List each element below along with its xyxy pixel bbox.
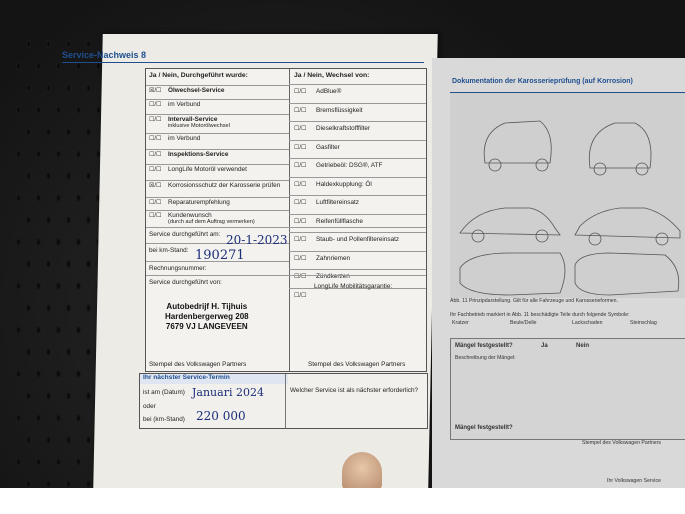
checkbox-pair[interactable]: ☐/☐ xyxy=(294,89,307,95)
leather-perforation xyxy=(66,436,71,444)
row-divider xyxy=(289,269,426,270)
bottom-strip xyxy=(0,488,685,514)
leather-perforation xyxy=(76,458,81,466)
checkbox-pair[interactable]: ☐/☐ xyxy=(149,152,162,158)
leather-perforation xyxy=(36,194,41,202)
service-item-sublabel: inklusive Motorölwechsel xyxy=(168,123,230,129)
leather-perforation xyxy=(26,260,31,268)
row-divider xyxy=(146,227,426,228)
leather-perforation xyxy=(66,40,71,48)
stamp-line: 7679 VJ LANGEVEEN xyxy=(165,322,248,331)
checkbox-pair[interactable]: ☐/☐ xyxy=(149,117,162,123)
leather-perforation xyxy=(56,370,61,378)
leather-perforation xyxy=(16,326,21,334)
next-date-label: ist am (Datum) xyxy=(143,389,185,396)
checkbox-pair[interactable]: ☒/☐ xyxy=(149,183,162,189)
row-divider xyxy=(146,99,289,100)
page-footer: Ihr Volkswagen Service xyxy=(607,478,661,484)
nein-label: Nein xyxy=(576,343,590,349)
row-divider xyxy=(289,158,426,159)
leather-perforation xyxy=(46,40,51,48)
legend-dent: Beule/Delle xyxy=(510,320,537,326)
defects-label: Mängel festgestellt? xyxy=(455,343,513,349)
leather-perforation xyxy=(86,304,91,312)
leather-perforation xyxy=(76,150,81,158)
replacement-item-label: Staub- und Pollenfiltereinsatz xyxy=(316,236,400,243)
leather-perforation xyxy=(46,436,51,444)
leather-perforation xyxy=(16,238,21,246)
leather-perforation xyxy=(46,216,51,224)
leather-perforation xyxy=(46,304,51,312)
leather-perforation xyxy=(16,150,21,158)
row-divider xyxy=(146,180,289,181)
next-date-handwritten: Januari 2024 xyxy=(192,386,264,399)
checkbox-pair[interactable]: ☐/☐ xyxy=(294,218,307,225)
checkbox-pair[interactable]: ☐/☐ xyxy=(294,126,307,132)
leather-perforation xyxy=(86,40,91,48)
leather-perforation xyxy=(66,304,71,312)
leather-perforation xyxy=(36,62,41,70)
replacement-item-label: Reifenfüllflasche xyxy=(316,217,363,225)
row-divider xyxy=(289,214,426,215)
leather-perforation xyxy=(56,150,61,158)
leather-perforation xyxy=(46,260,51,268)
replacement-item-label: Luftfiltereinsatz xyxy=(316,199,359,206)
leather-perforation xyxy=(36,150,41,158)
service-item-label: Intervall-Service xyxy=(168,116,218,123)
replacement-item-label: Gasfilter xyxy=(316,143,340,151)
leather-perforation xyxy=(56,106,61,114)
car-diagram xyxy=(450,93,685,298)
car-outline-icon xyxy=(450,93,685,298)
service-item-label: Inspektions-Service xyxy=(168,151,229,158)
row-divider xyxy=(146,197,289,198)
leather-perforation xyxy=(76,370,81,378)
row-divider xyxy=(146,85,289,86)
replacement-item-label: Haldexkupplung: Öl xyxy=(316,180,372,188)
leather-perforation xyxy=(66,480,71,488)
service-date-handwritten: 20-1-2023 xyxy=(226,233,288,247)
column-divider xyxy=(289,69,290,371)
ja-label: Ja xyxy=(541,343,548,349)
leather-perforation xyxy=(76,326,81,334)
stamp-line: Hardenbergerweg 208 xyxy=(165,312,249,321)
leather-perforation xyxy=(26,480,31,488)
leather-perforation xyxy=(26,40,31,48)
leather-perforation xyxy=(56,326,61,334)
leather-perforation xyxy=(56,238,61,246)
leather-perforation xyxy=(66,260,71,268)
leather-perforation xyxy=(46,84,51,92)
replacement-item-label: Getriebeöl: DSG®, ATF xyxy=(316,162,383,169)
leather-perforation xyxy=(86,436,91,444)
defects-description-label: Beschreibung der Mängel: xyxy=(455,355,516,361)
leather-perforation xyxy=(16,414,21,422)
column-divider xyxy=(285,374,286,428)
leather-perforation xyxy=(16,62,21,70)
checkbox-pair[interactable]: ☐/☐ xyxy=(294,107,307,114)
leather-perforation xyxy=(86,392,91,400)
replacement-item-label: AdBlue® xyxy=(316,88,342,95)
leather-perforation xyxy=(66,84,71,92)
row-divider xyxy=(146,210,289,211)
replacement-item-label: Zündkerzen xyxy=(316,273,350,280)
checkbox-pair[interactable]: ☐/☐ xyxy=(294,144,307,151)
leather-perforation xyxy=(86,348,91,356)
leather-perforation xyxy=(76,62,81,70)
or-label: oder xyxy=(143,403,156,410)
km-label: bei km-Stand: xyxy=(149,247,189,254)
next-service-title: Ihr nächster Service-Termin xyxy=(140,374,288,384)
next-service-box xyxy=(139,373,428,429)
checkbox-pair[interactable]: ☐/☐ xyxy=(149,167,162,173)
defects-box xyxy=(450,338,685,440)
replacement-item-label: Bremsflüssigkeit xyxy=(316,106,363,114)
workshop-stamp xyxy=(165,302,249,332)
diagram-caption: Abb. 11 Prinzipdarstellung. Gilt für alle Fahrzeuge und Karosserieformen. xyxy=(450,298,619,304)
leather-perforation xyxy=(96,62,101,70)
leather-perforation xyxy=(36,370,41,378)
leather-perforation xyxy=(66,128,71,136)
leather-perforation xyxy=(16,370,21,378)
leather-perforation xyxy=(16,194,21,202)
checkbox-pair[interactable]: ☐/☐ xyxy=(149,200,162,206)
leather-perforation xyxy=(86,84,91,92)
leather-perforation xyxy=(66,216,71,224)
next-km-handwritten: 220 000 xyxy=(196,409,246,423)
checkbox-pair[interactable]: ☐/☐ xyxy=(294,255,307,262)
leather-perforation xyxy=(66,172,71,180)
stamp-line: Autobedrijf H. Tijhuis xyxy=(166,302,248,311)
replacement-item-label: Dieselkraftstofffilter xyxy=(316,125,371,132)
checkbox-pair[interactable]: ☒/☐ xyxy=(149,88,162,94)
km-handwritten: 190271 xyxy=(195,248,245,263)
checkbox-pair[interactable]: ☐/☐ xyxy=(294,292,307,299)
partner-stamp-right: Stempel des Volkswagen Partners xyxy=(308,361,406,368)
leather-perforation xyxy=(76,194,81,202)
service-by-label: Service durchgeführt von: xyxy=(149,279,222,286)
leather-perforation xyxy=(26,84,31,92)
leather-perforation xyxy=(16,458,21,466)
checkbox-pair[interactable]: ☐/☐ xyxy=(294,163,307,169)
leather-perforation xyxy=(76,238,81,246)
leather-perforation xyxy=(56,458,61,466)
checkbox-pair[interactable]: ☐/☐ xyxy=(294,237,307,243)
row-divider xyxy=(146,164,289,165)
row-divider xyxy=(289,232,426,233)
leather-perforation xyxy=(56,62,61,70)
legend-paint: Lackschaden xyxy=(572,320,603,326)
leather-perforation xyxy=(46,172,51,180)
leather-perforation xyxy=(36,326,41,334)
leather-perforation xyxy=(76,282,81,290)
next-km-label: bei (km-Stand) xyxy=(143,416,185,423)
marking-note: Ihr Fachbetrieb markiert in Abb. 11 beschädigte Teile durch folgende Symbole: xyxy=(450,312,630,318)
leather-perforation xyxy=(56,414,61,422)
title-rule xyxy=(62,62,424,63)
leather-perforation xyxy=(26,304,31,312)
row-divider xyxy=(289,251,426,252)
row-divider xyxy=(289,177,426,178)
leather-perforation xyxy=(86,216,91,224)
leather-perforation xyxy=(26,392,31,400)
row-divider xyxy=(289,103,426,104)
leather-perforation xyxy=(86,260,91,268)
header-right: Ja / Nein, Wechsel von: xyxy=(294,72,370,79)
row-divider xyxy=(289,121,426,122)
checkbox-pair[interactable]: ☐/☐ xyxy=(149,136,162,142)
leather-perforation xyxy=(56,282,61,290)
leather-perforation xyxy=(46,128,51,136)
leather-perforation xyxy=(66,392,71,400)
legend-scratch: Kratzer xyxy=(452,320,469,326)
service-item-label: Ölwechsel-Service xyxy=(168,87,225,94)
replacement-item-label: Zahnriemen xyxy=(316,254,351,262)
leather-perforation xyxy=(46,348,51,356)
row-divider xyxy=(289,140,426,141)
leather-perforation xyxy=(36,238,41,246)
service-item-label: im Verbund xyxy=(168,135,201,142)
leather-perforation xyxy=(46,480,51,488)
leather-perforation xyxy=(56,194,61,202)
row-divider xyxy=(289,84,426,85)
leather-perforation xyxy=(26,348,31,356)
service-item-label: Korrosionsschutz der Karosserie prüfen xyxy=(168,182,281,189)
checkbox-pair[interactable]: ☐/☐ xyxy=(149,213,162,219)
leather-perforation xyxy=(36,414,41,422)
leather-perforation xyxy=(36,106,41,114)
checkbox-pair[interactable]: ☐/☐ xyxy=(294,181,307,188)
next-service-label: Welcher Service ist als nächster erforderlich? xyxy=(290,387,419,394)
row-divider xyxy=(146,133,289,134)
leather-perforation xyxy=(86,172,91,180)
leather-perforation xyxy=(36,282,41,290)
service-item-sublabel: (durch auf dem Auftrag vermerken) xyxy=(168,219,255,225)
leather-perforation xyxy=(76,106,81,114)
service-item-label: Reparaturempfehlung xyxy=(168,199,230,206)
defects-label-second: Mängel festgestellt? xyxy=(455,425,513,431)
service-item-label: LongLife Motoröl verwendet xyxy=(168,166,247,173)
leather-perforation xyxy=(26,436,31,444)
row-divider xyxy=(146,149,289,150)
service-item-label: im Verbund xyxy=(168,101,201,108)
header-left: Ja / Nein, Durchgeführt wurde: xyxy=(149,72,248,79)
leather-perforation xyxy=(66,348,71,356)
leather-perforation xyxy=(16,282,21,290)
partner-stamp-right-page: Stempel des Volkswagen Partners xyxy=(582,440,662,446)
leather-perforation xyxy=(86,128,91,136)
row-divider xyxy=(146,114,289,115)
leather-perforation xyxy=(26,128,31,136)
legend-stone: Steinschlag xyxy=(630,320,657,326)
leather-perforation xyxy=(76,414,81,422)
inspection-title: Dokumentation der Karosserieprüfung (auf Korrosion) xyxy=(452,78,633,85)
page-title: Service-Nachweis 8 xyxy=(62,50,147,60)
checkbox-pair[interactable]: ☐/☐ xyxy=(149,102,162,108)
checkbox-pair[interactable]: ☐/☐ xyxy=(294,200,307,206)
service-item-label: Kundenwunsch xyxy=(168,212,212,219)
checkbox-pair[interactable]: ☐/☐ xyxy=(294,274,307,280)
leather-perforation xyxy=(86,480,91,488)
leather-perforation xyxy=(46,392,51,400)
partner-stamp-left: Stempel des Volkswagen Partners xyxy=(149,361,247,368)
thumb xyxy=(342,452,382,492)
row-divider xyxy=(289,195,426,196)
row-divider xyxy=(146,275,426,276)
longlife-label: LongLife Mobilitätsgarantie: xyxy=(314,283,393,290)
service-date-label: Service durchgeführt am: xyxy=(149,231,221,238)
leather-perforation xyxy=(36,458,41,466)
body-inspection-page xyxy=(432,58,685,490)
leather-perforation xyxy=(26,172,31,180)
leather-perforation xyxy=(26,216,31,224)
invoice-label: Rechnungsnummer: xyxy=(149,265,207,272)
leather-perforation xyxy=(16,106,21,114)
